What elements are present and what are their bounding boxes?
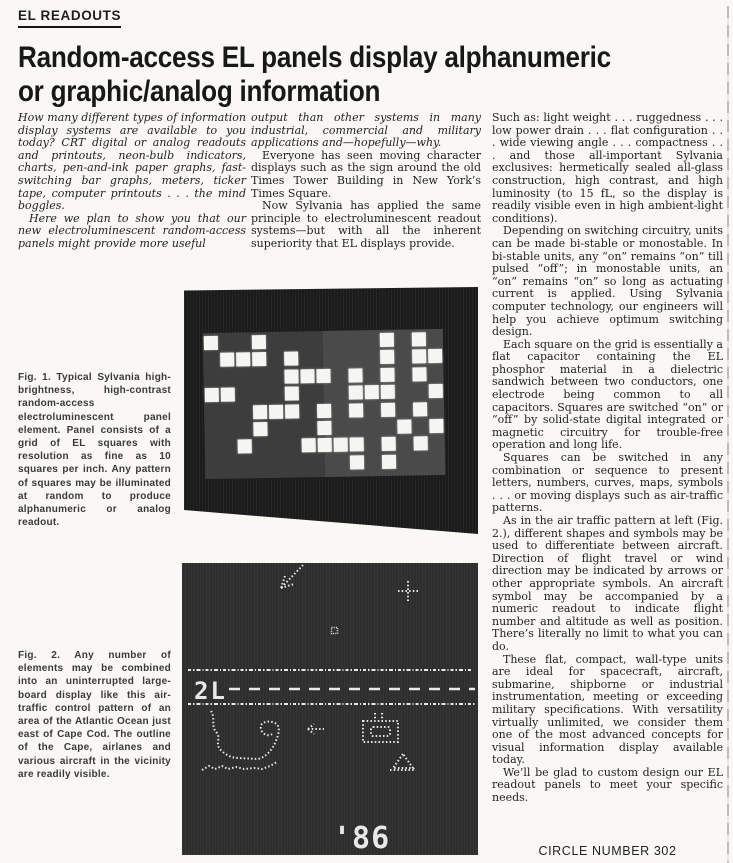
- el-square: [429, 419, 443, 433]
- el-square: [269, 404, 283, 418]
- el-square: [221, 388, 235, 402]
- body-paragraph-4: Depending on switching circuitry, units can be made bi-stable or monostable. In bi-stable units, any “on” remains “on” till pulsed “off”; in monostable units, an “on” remains “on” so long as actuating current is applied. Using Sylvania computer technology, our engineers will help you achieve optimum switching design.: [492, 224, 723, 339]
- aircraft-symbol-icon: [363, 713, 398, 742]
- body-column-1: [18, 112, 246, 251]
- el-square: [316, 369, 330, 383]
- el-square: [285, 387, 299, 401]
- headline-line-2: or graphic/analog information: [18, 75, 381, 108]
- el-square: [381, 385, 395, 399]
- el-square: [413, 402, 427, 416]
- el-square: [317, 421, 331, 435]
- intro-paragraph-2: Here we plan to show you that our new electroluminescent random-access panels might provide more useful: [18, 211, 246, 250]
- el-square: [349, 386, 363, 400]
- el-square: [365, 385, 379, 399]
- el-square: [318, 438, 332, 452]
- el-square: [382, 455, 396, 469]
- body-paragraph-1: Everyone has seen moving character displays such as the sign around the old Times Tower Building in New York’s Times Square.: [251, 148, 481, 200]
- fig2-display-graphics: [182, 563, 478, 855]
- el-square: [380, 333, 394, 347]
- el-square: [253, 405, 267, 419]
- el-square: [412, 332, 426, 346]
- el-square: [349, 403, 363, 417]
- fig1-el-panel-photo: [184, 287, 478, 534]
- el-square: [381, 402, 395, 416]
- el-square: [204, 336, 218, 350]
- el-square: [252, 352, 266, 366]
- body-column-3: [492, 112, 723, 805]
- el-square: [380, 350, 394, 364]
- el-square: [350, 438, 364, 452]
- el-square: [334, 438, 348, 452]
- cape-cod-outline: [211, 711, 279, 759]
- fig2-air-traffic-photo: [182, 563, 478, 855]
- fig1-grid: [203, 329, 446, 479]
- el-square: [300, 369, 314, 383]
- el-square: [205, 388, 219, 402]
- body-column-2: [251, 112, 481, 251]
- body-paragraph-8: These flat, compact, wall-type units are ideal for spacecraft, aircraft, submarine, shipborne or industrial instrumentation, meeting or exceeding military specifications. With versatility virtually unlimited, we consider them one of the most advanced concepts for visual information display available today.: [492, 652, 723, 767]
- body-paragraph-9: We’ll be glad to custom design our EL readout panels to meet your specific needs.: [492, 765, 723, 805]
- el-square: [382, 437, 396, 451]
- body-paragraph-6: Squares can be switched in any combination or sequence to present letters, numbers, curves, maps, symbols . . . or moving displays such as air-traffic patterns.: [492, 451, 723, 515]
- fig1-caption: Fig. 1. Typical Sylvania high-brightness, high-contrast random-access electroluminescent panel element. Panel consists of a grid of EL squares with resolution as fine as 10 squares per inch. Any pattern of squares may be illuminated at random to produce alphanumeric or analog readout.: [18, 372, 171, 529]
- page-kicker: EL READOUTS: [18, 8, 121, 28]
- triangle-aircraft-icon: [390, 754, 416, 770]
- el-square: [284, 352, 298, 366]
- el-square: [252, 335, 266, 349]
- intro-paragraph-3: output than other systems in many industrial, commercial and military applications and—hopefully—why.: [251, 111, 481, 150]
- el-square: [350, 455, 364, 469]
- el-square: [397, 419, 411, 433]
- runway-label: 2L: [194, 677, 227, 705]
- cape-cod-shoreline: [202, 762, 277, 770]
- el-square: [429, 384, 443, 398]
- el-square: [317, 403, 331, 417]
- el-square: [412, 350, 426, 364]
- page-title: [18, 41, 730, 109]
- year-label: '86: [333, 821, 391, 855]
- el-square: [285, 404, 299, 418]
- el-square: [302, 439, 316, 453]
- fig2-caption: Fig. 2. Any number of elements may be combined into an uninterrupted large-board display like this air-traffic control pattern of an area of the Atlantic Ocean just east of Cape Cod. The outline of the Cape, airlanes and various aircraft in the vicinity are readily visible.: [18, 650, 171, 780]
- wind-arrow-icon: [281, 565, 303, 588]
- page-edge-line: [727, 6, 729, 863]
- el-square: [236, 353, 250, 367]
- el-square: [284, 369, 298, 383]
- el-square: [412, 367, 426, 381]
- el-square: [380, 368, 394, 382]
- body-paragraph-5: Each square on the grid is essentially a flat capacitor containing the EL phosphor material in a dielectric sandwich between two conductors, one electrode being common to all capacitors. Squares are switched “on” or “off” by solid-state digital integrated or magnetic circuitry for trouble-free operation and long life.: [492, 337, 723, 452]
- body-paragraph-3: Such as: light weight . . . ruggedness . . . low power drain . . . flat configuration . . . wide viewing angle . . . compactness . . . and those all-important Sylvania exclusives: hermetically sealed all-glass construction, high contrast, and high luminosity (to 15 fL, so the display is readily visible even in high ambient-light conditions).: [492, 111, 723, 225]
- circle-number-label: CIRCLE NUMBER 302: [538, 844, 677, 858]
- el-square: [253, 422, 267, 436]
- headline-line-1: Random-access EL panels display alphanumeric: [18, 41, 611, 74]
- el-square: [220, 353, 234, 367]
- left-arrow-icon: [308, 724, 324, 734]
- plus-cross-icon: [398, 581, 418, 601]
- el-square: [238, 440, 252, 454]
- body-paragraph-2: Now Sylvania has applied the same principle to electroluminescent readout systems—but with all the inherent superiority that EL displays provide.: [251, 199, 481, 250]
- el-square: [348, 368, 362, 382]
- body-paragraph-7: As in the air traffic pattern at left (Fig. 2.), different shapes and symbols may be used to differentiate between aircraft. Direction of flight travel or wind direction may be indicated by arrows or other appropriate symbols. An aircraft symbol may be accompanied by a numeric readout to indicate flight number and altitude as well as position. There’s literally no limit to what you can do.: [492, 514, 723, 653]
- small-square-marker: [332, 628, 338, 634]
- el-square: [428, 349, 442, 363]
- intro-paragraph-1: How many different types of information display systems are available to you today? CRT digital or analog readouts and printouts, neon-bulb indicators, charts, pen-and-ink paper graphs, fast-switching bar graphs, meters, ticker tape, computer printouts . . . the mind boggles.: [18, 111, 246, 213]
- el-square: [414, 437, 428, 451]
